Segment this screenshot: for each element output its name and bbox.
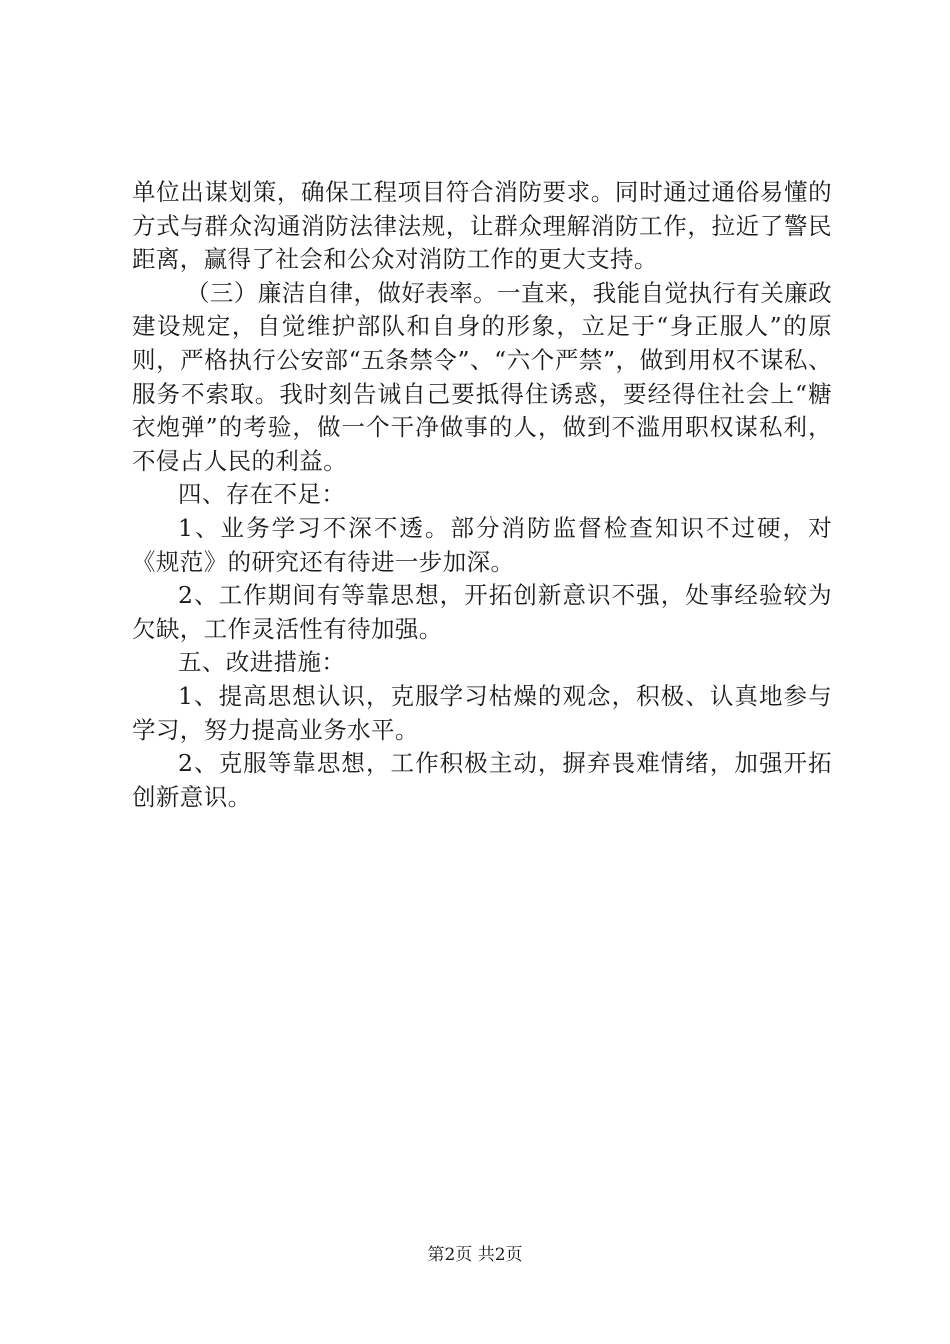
paragraph-continuation: 单位出谋划策，确保工程项目符合消防要求。同时通过通俗易懂的方式与群众沟通消防法律法规，让群众理解消防工作，拉近了警民距离，赢得了社会和公众对消防工作的更大支持。: [132, 178, 832, 274]
paragraph-integrity: （三）廉洁自律，做好表率。一直来，我能自觉执行有关廉政建设规定，自觉维护部队和自身的形象，立足于“身正服人”的原则，严格执行公安部“五条禁令”、“六个严禁”，做到用权不谋私、服务不索取。我时刻告诫自己要抵得住诱惑，要经得住社会上“糖衣炮弹”的考验，做一个干净做事的人，做到不滥用职权谋私利，不侵占人民的利益。: [132, 278, 832, 475]
shortcoming-item-2: 2、工作期间有等靠思想，开拓创新意识不强，处事经验较为欠缺，工作灵活性有待加强。: [132, 581, 832, 643]
page-number-label: 第2页 共2页: [427, 1245, 523, 1265]
shortcoming-item-1: 1、业务学习不深不透。部分消防监督检查知识不过硬，对《规范》的研究还有待进一步加深。: [132, 513, 832, 576]
document-body: [132, 176, 832, 814]
improvement-item-1: 1、提高思想认识，克服学习枯燥的观念，积极、认真地参与学习，努力提高业务水平。: [132, 681, 832, 744]
page-footer: [0, 1244, 950, 1266]
improvement-item-2: 2、克服等靠思想，工作积极主动，摒弃畏难情绪，加强开拓创新意识。: [132, 749, 832, 811]
heading-improvements: 五、改进措施：: [178, 648, 346, 677]
heading-shortcomings: 四、存在不足：: [178, 480, 346, 509]
